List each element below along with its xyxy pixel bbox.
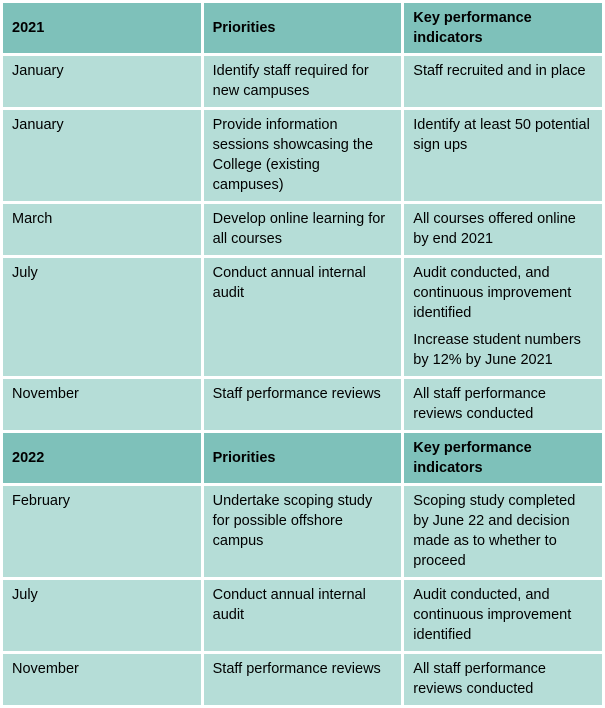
table-row bbox=[3, 204, 602, 255]
priority-cell: Provide information sessions showcasing the College (existing campuses) bbox=[204, 110, 402, 201]
kpi-cell bbox=[404, 258, 602, 376]
kpi-cell bbox=[404, 379, 602, 430]
kpi-cell bbox=[404, 204, 602, 255]
priority-cell: Develop online learning for all courses bbox=[204, 204, 402, 255]
priority-cell: Staff performance reviews bbox=[204, 379, 402, 430]
month-cell: July bbox=[3, 580, 201, 651]
kpi-header-cell: Key performance indicators bbox=[404, 433, 602, 483]
month-cell: March bbox=[3, 204, 201, 255]
table-row bbox=[3, 654, 602, 705]
kpi-paragraph: Scoping study completed by June 22 and decision made as to whether to proceed bbox=[413, 493, 576, 569]
month-cell: November bbox=[3, 654, 201, 705]
month-cell: January bbox=[3, 56, 201, 107]
priority-cell: Conduct annual internal audit bbox=[204, 258, 402, 376]
table-row bbox=[3, 486, 602, 577]
month-cell: July bbox=[3, 258, 201, 376]
month-cell: November bbox=[3, 379, 201, 430]
kpi-paragraph: Audit conducted, and continuous improvement identified bbox=[413, 265, 572, 321]
year-header-cell: 2022 bbox=[3, 433, 201, 483]
table-row bbox=[3, 258, 602, 376]
month-cell: February bbox=[3, 486, 201, 577]
priority-cell: Identify staff required for new campuses bbox=[204, 56, 402, 107]
year-header-cell: 2021 bbox=[3, 3, 201, 53]
kpi-header-cell: Key performance indicators bbox=[404, 3, 602, 53]
kpi-paragraph: Increase student numbers by 12% by June 2021 bbox=[413, 332, 581, 368]
priorities-header-cell: Priorities bbox=[204, 3, 402, 53]
kpi-cell bbox=[404, 110, 602, 201]
month-cell: January bbox=[3, 110, 201, 201]
kpi-cell bbox=[404, 56, 602, 107]
priority-cell: Staff performance reviews bbox=[204, 654, 402, 705]
priority-cell: Conduct annual internal audit bbox=[204, 580, 402, 651]
kpi-paragraph: All staff performance reviews conducted bbox=[413, 386, 546, 422]
kpi-paragraph: Identify at least 50 potential sign ups bbox=[413, 117, 590, 153]
kpi-cell bbox=[404, 654, 602, 705]
priorities-header-cell: Priorities bbox=[204, 433, 402, 483]
kpi-paragraph: All staff performance reviews conducted bbox=[413, 661, 546, 697]
kpi-paragraph: Staff recruited and in place bbox=[413, 63, 586, 79]
table-row bbox=[3, 56, 602, 107]
table-row bbox=[3, 110, 602, 201]
table-row bbox=[3, 379, 602, 430]
priority-cell: Undertake scoping study for possible offshore campus bbox=[204, 486, 402, 577]
year-header-row-2022 bbox=[3, 433, 602, 483]
year-header-row-2021 bbox=[3, 3, 602, 53]
kpi-paragraph: All courses offered online by end 2021 bbox=[413, 211, 576, 247]
kpi-cell bbox=[404, 580, 602, 651]
kpi-cell bbox=[404, 486, 602, 577]
kpi-paragraph: Audit conducted, and continuous improvement identified bbox=[413, 587, 572, 643]
table-row bbox=[3, 580, 602, 651]
